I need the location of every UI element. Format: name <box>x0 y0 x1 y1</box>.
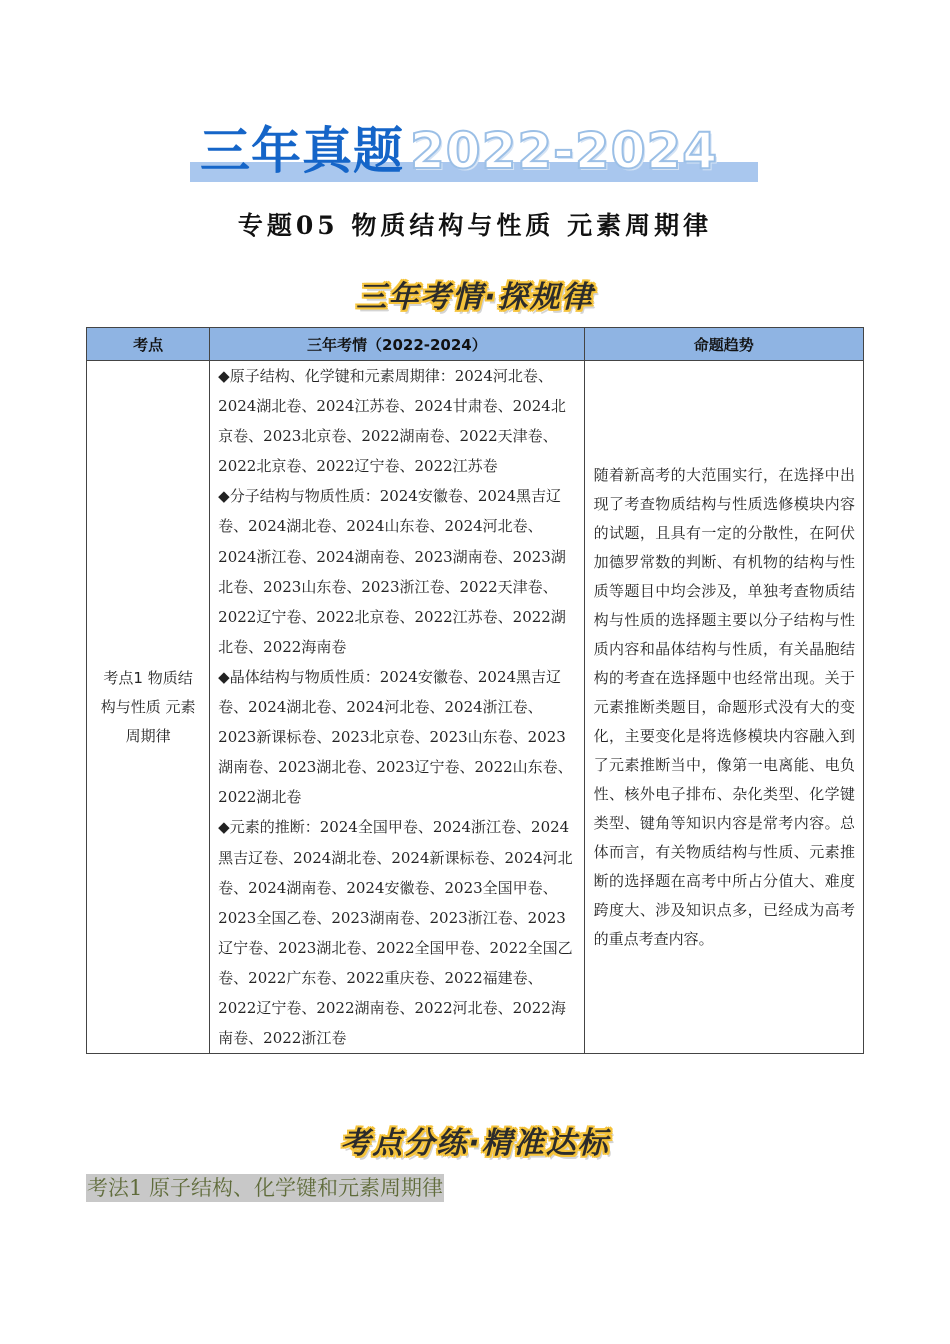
exam-group-atomic-structure: ◆原子结构、化学键和元素周期律：2024河北卷、2024湖北卷、2024江苏卷、2024甘肃卷、2024北京卷、2023北京卷、2022湖南卷、2022天津卷、2022北京卷、2022辽宁卷、2022江苏卷 <box>218 367 566 476</box>
banner-title <box>200 118 718 196</box>
header-exams: 三年考情（2022-2024） <box>210 328 584 361</box>
trend-section-badge <box>0 272 950 316</box>
trend-cell <box>584 361 863 1054</box>
trend-text: 随着新高考的大范围实行，在选择中出现了考查物质结构与性质选修模块内容的试题，且具有一定的分散性，在阿伏加德罗常数的判断、有机物的结构与性质等题目中均会涉及，单独考查物质结构与性质的选择题主要以分子结构与性质内容和晶体结构与性质，有关晶胞结构的考查在选择题中也经常出现。关于元素推断类题目，命题形式没有大的变化，主要变化是将选修模块内容融入到了元素推断当中，像第一电离能、电负性、核外电子排布、杂化类型、化学键类型、键角等知识内容是常考内容。总体而言，有关物质结构与性质、元素推断的选择题在高考中所占分值大、难度跨度大、涉及知识点多，已经成为高考的重点考查内容。 <box>593 465 855 948</box>
table-header-row <box>87 328 864 361</box>
banner <box>190 118 760 184</box>
topic-cell: 考点1 物质结构与性质 元素周期律 <box>87 361 210 1054</box>
method-heading: 考法1 原子结构、化学键和元素周期律 <box>87 1176 444 1200</box>
trend-section-badge-text: 三年考情·探规律 <box>356 280 594 315</box>
header-topic: 考点 <box>87 328 210 361</box>
banner-title-years: 2022-2024 <box>410 122 719 180</box>
practice-section-badge <box>0 1118 950 1162</box>
exam-summary-table <box>86 327 864 1054</box>
exam-group-molecular-structure: ◆分子结构与物质性质：2024安徽卷、2024黑吉辽卷、2024湖北卷、2024山东卷、2024河北卷、2024浙江卷、2024湖南卷、2023湖南卷、2023湖北卷、2023山东卷、2023浙江卷、2022天津卷、2022辽宁卷、2022北京卷、2022江苏卷、2022湖北卷、2022海南卷 <box>218 487 566 656</box>
banner-title-cn: 三年真题 <box>200 122 404 180</box>
header-trend: 命题趋势 <box>584 328 863 361</box>
table-row <box>87 361 864 1054</box>
practice-section-badge-text: 考点分练·精准达标 <box>340 1126 610 1161</box>
exam-cell <box>210 361 584 1054</box>
exam-group-crystal-structure: ◆晶体结构与物质性质：2024安徽卷、2024黑吉辽卷、2024湖北卷、2024河北卷、2024浙江卷、2023新课标卷、2023北京卷、2023山东卷、2023湖南卷、2023湖北卷、2023辽宁卷、2022山东卷、2022湖北卷 <box>218 667 573 807</box>
topic-title: 专题05 物质结构与性质 元素周期律 <box>237 211 713 240</box>
exam-group-element-inference: ◆元素的推断：2024全国甲卷、2024浙江卷、2024黑吉辽卷、2024湖北卷、2024新课标卷、2024河北卷、2024湖南卷、2024安徽卷、2023全国甲卷、2023全国乙卷、2023湖南卷、2023浙江卷、2023辽宁卷、2023湖北卷、2022全国甲卷、2022全国乙卷、2022广东卷、2022重庆卷、2022福建卷、2022辽宁卷、2022湖南卷、2022河北卷、2022海南卷、2022浙江卷 <box>218 818 573 1048</box>
